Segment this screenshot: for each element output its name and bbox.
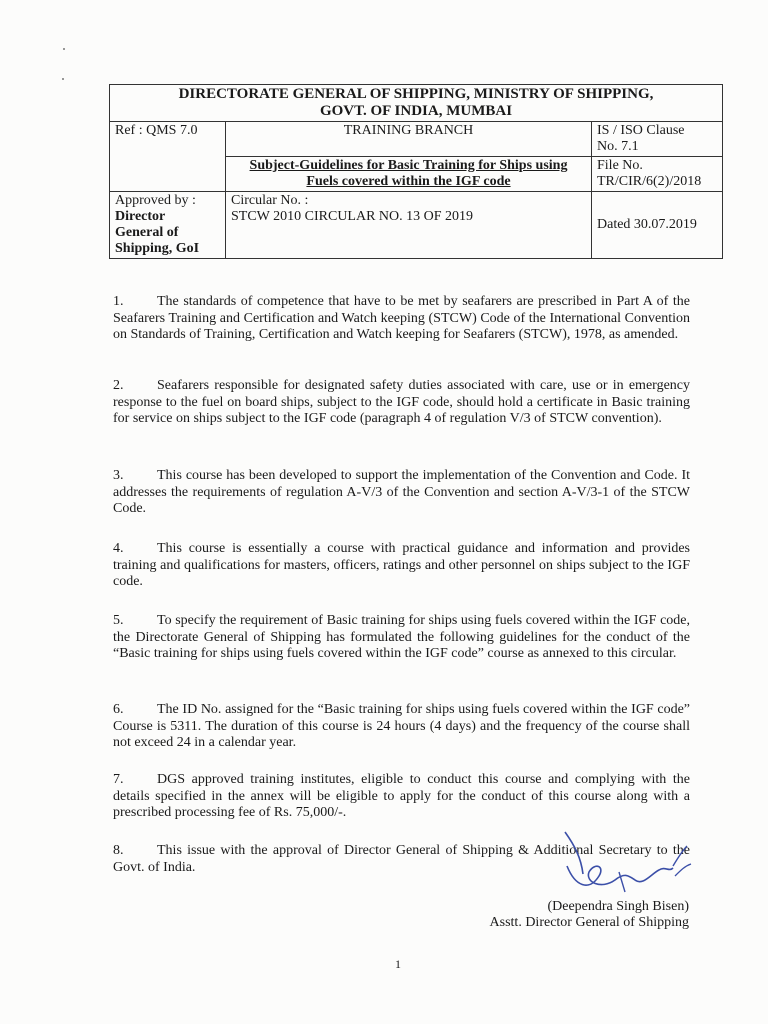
header-title-line2: GOVT. OF INDIA, MUMBAI [319,103,513,119]
paragraph-number: 7. [113,772,124,787]
paragraph-3 [113,468,690,518]
handwritten-signature [555,826,705,906]
approved-cell [110,192,226,259]
clause-line1: IS / ISO Clause [597,123,685,138]
signatory-name: (Deependra Singh Bisen) [547,899,689,914]
signature-block [490,899,689,931]
paragraph-text: This course is essentially a course with practical guidance and information and provides training and qualifications for masters, officers, ratings and other personnel on ships subject to the IGF code. [113,541,690,589]
ref-label: Ref : QMS 7.0 [115,123,198,138]
paragraph-text: This course has been developed to support the implementation of the Convention and Code. It addresses the requirements of regulation A-V/3 of the Convention and section A-V/3-1 of the STCW Code. [113,468,690,516]
clause-line2: No. 7.1 [597,139,639,154]
ref-cell [110,122,226,192]
circular-number: STCW 2010 CIRCULAR NO. 13 OF 2019 [231,209,474,224]
paragraph-number: 2. [113,378,124,393]
paragraph-number: 3. [113,468,124,483]
paragraph-5 [113,613,690,663]
file-line2: TR/CIR/6(2)/2018 [597,174,702,189]
header-title [110,85,723,122]
page-number: 1 [395,957,401,971]
dated-cell [592,192,723,259]
approved-label: Approved by : [115,193,196,208]
branch-cell [226,122,592,157]
file-cell [592,157,723,192]
paragraph-text: To specify the requirement of Basic training for ships using fuels covered within the IGF code, the Directorate General of Shipping has formulated the following guidelines for the conduct of the “Basic training for ships using fuels covered within the IGF code” course as annexed to this circular. [113,613,690,661]
header-title-line1: DIRECTORATE GENERAL OF SHIPPING, MINISTRY OF SHIPPING, [178,86,654,102]
signatory-designation: Asstt. Director General of Shipping [489,915,689,930]
paragraph-1 [113,294,690,344]
paragraph-6 [113,702,690,752]
scan-speck [63,48,65,50]
paragraph-number: 6. [113,702,124,717]
circular-label: Circular No. : [231,193,309,208]
paragraph-text: Seafarers responsible for designated safety duties associated with care, use or in emergency response to the fuel on board ships, subject to the IGF code, should hold a certificate in Basic training for service on ships subject to the IGF code (paragraph 4 of regulation V/3 of STCW convention). [113,378,690,426]
paragraph-7 [113,772,690,822]
paragraph-4 [113,541,690,591]
header-table [109,84,723,259]
approved-line1: Director [115,209,166,224]
paragraph-number: 4. [113,541,124,556]
clause-cell [592,122,723,157]
approved-line3: Shipping, GoI [115,241,200,256]
dated-value: Dated 30.07.2019 [597,217,697,232]
file-line1: File No. [597,158,643,173]
paragraph-text: DGS approved training institutes, eligible to conduct this course and complying with the details specified in the annex will be eligible to apply for the conduct of this course along with a prescribed processing fee of Rs. 75,000/-. [113,772,690,820]
scan-speck [62,78,64,80]
paragraph-text: The standards of competence that have to be met by seafarers are prescribed in Part A of the Seafarers Training and Certification and Watch keeping (STCW) Code of the International Convention on Standards of Training, Certification and Watch keeping for Seafarers (STCW), 1978, as amended. [113,294,690,342]
subject-line2: Fuels covered within the IGF code [306,174,511,189]
paragraph-number: 5. [113,613,124,628]
paragraph-number: 8. [113,843,124,858]
paragraph-2 [113,378,690,428]
paragraph-number: 1. [113,294,124,309]
paragraph-text: The ID No. assigned for the “Basic training for ships using fuels covered within the IGF code” Course is 5311. The duration of this course is 24 hours (4 days) and the frequency of the course shall not exceed 24 in a calendar year. [113,702,690,750]
paragraph-text: This issue with the approval of Director General of Shipping & Additional Secretary to the Govt. of India. [113,843,690,875]
branch-label: TRAINING BRANCH [343,123,474,138]
circular-cell [226,192,592,259]
subject-line1: Subject-Guidelines for Basic Training for Ships using [249,158,568,173]
approved-line2: General of [115,225,179,240]
subject-cell [226,157,592,192]
